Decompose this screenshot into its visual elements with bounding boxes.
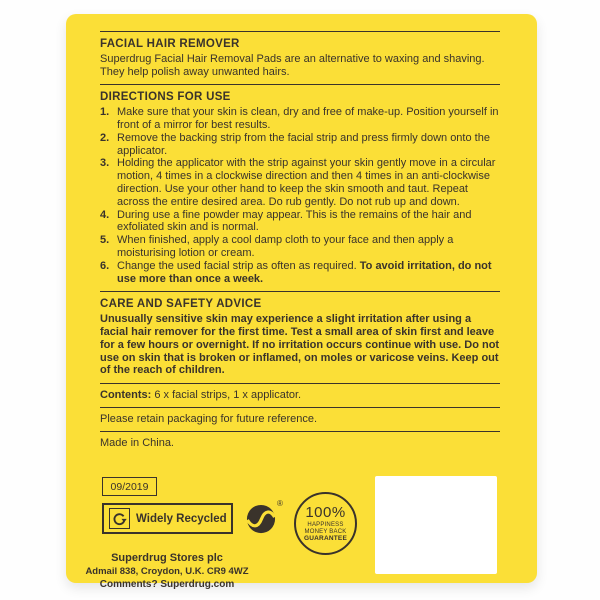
guarantee-word-guarantee: GUARANTEE	[304, 534, 347, 542]
step-text	[117, 157, 500, 208]
step-text-normal: When finished, apply a cool damp cloth to your face and then apply a moisturising lotion or cream.	[117, 234, 454, 259]
direction-step	[100, 260, 500, 286]
divider	[100, 291, 500, 292]
step-number: 2.	[100, 131, 110, 144]
step-text-normal: Change the used facial strip as often as required.	[117, 259, 357, 272]
direction-step	[100, 106, 500, 132]
step-text-bold: To avoid irritation, do not use more than once a week.	[117, 259, 492, 285]
step-text-normal: Make sure that your skin is clean, dry and free of make-up. Position yourself in front of a mirror for best results.	[117, 106, 499, 131]
package-back-panel	[66, 14, 537, 590]
green-dot-icon	[246, 504, 276, 534]
recycle-loop-icon	[109, 508, 130, 529]
direction-step	[100, 234, 500, 260]
guarantee-percent: 100%	[305, 503, 346, 521]
contents-value: 6 x facial strips, 1 x applicator.	[151, 389, 302, 402]
divider	[100, 383, 500, 384]
direction-step	[100, 132, 500, 158]
widely-recycled-badge	[102, 503, 233, 534]
product-heading: FACIAL HAIR REMOVER	[100, 38, 240, 50]
direction-step	[100, 209, 500, 235]
date-code-box	[102, 477, 157, 496]
step-text	[117, 234, 500, 260]
step-text-normal: Remove the backing strip from the facial strip and press firmly down onto the applicator.	[117, 131, 490, 157]
step-number: 5.	[100, 234, 110, 247]
step-number: 4.	[100, 208, 110, 221]
money-back-guarantee-roundel	[294, 492, 357, 555]
widely-recycled-label: Widely Recycled	[136, 512, 227, 525]
step-text	[117, 209, 500, 235]
date-code: 09/2019	[110, 480, 149, 493]
direction-step	[100, 157, 500, 208]
divider	[100, 431, 500, 432]
step-text-normal: Holding the applicator with the strip against your skin gently move in a circular motion, 4 times in a clockwise direction and then 4 times in an anti-clockwise direction. Use your other hand to keep the skin smooth and taut. Repeat across the entire desired area. Do rub gently. Do not rub up and down.	[117, 157, 496, 208]
directions-heading: DIRECTIONS FOR USE	[100, 91, 231, 104]
step-number: 6.	[100, 259, 110, 272]
comments-line: Comments? Superdrug.com	[99, 579, 235, 590]
divider	[100, 84, 500, 85]
care-text: Unusually sensitive skin may experience a slight irritation after using a facial hair remover for the first time. Test a small area of skin first and leave for a few hours or overnight. If no irritation occurs continue with use. Do not use on skin that is broken or inflamed, on moles or varicose veins. Keep out of the reach of children.	[100, 313, 500, 377]
step-text	[117, 132, 500, 158]
country-of-origin: Made in China.	[100, 436, 174, 449]
step-number: 3.	[100, 157, 110, 170]
guarantee-word-moneyback: MONEY BACK	[304, 528, 347, 535]
barcode-area	[375, 476, 497, 574]
contents-line	[100, 389, 500, 402]
step-text	[117, 260, 500, 286]
divider	[100, 407, 500, 408]
retain-note: Please retain packaging for future reference.	[100, 412, 318, 425]
step-text-normal: During use a fine powder may appear. This is the remains of the hair and exfoliated skin and is normal.	[117, 208, 472, 234]
guarantee-word-happiness: HAPPINESS	[307, 521, 344, 528]
product-description: Superdrug Facial Hair Removal Pads are an alternative to waxing and shaving. They help polish away unwanted hairs.	[100, 52, 485, 78]
step-text	[117, 106, 500, 132]
label-text-content	[66, 14, 537, 450]
company-name: Superdrug Stores plc	[111, 552, 223, 564]
contents-label: Contents:	[100, 389, 152, 402]
manufacturer-address	[82, 552, 252, 591]
care-heading: CARE AND SAFETY ADVICE	[100, 298, 262, 311]
company-address: Admail 838, Croydon, U.K. CR9 4WZ	[85, 566, 249, 577]
divider	[100, 31, 500, 32]
directions-list	[100, 106, 500, 285]
registered-trademark-symbol: ®	[277, 499, 283, 508]
step-number: 1.	[100, 106, 110, 119]
